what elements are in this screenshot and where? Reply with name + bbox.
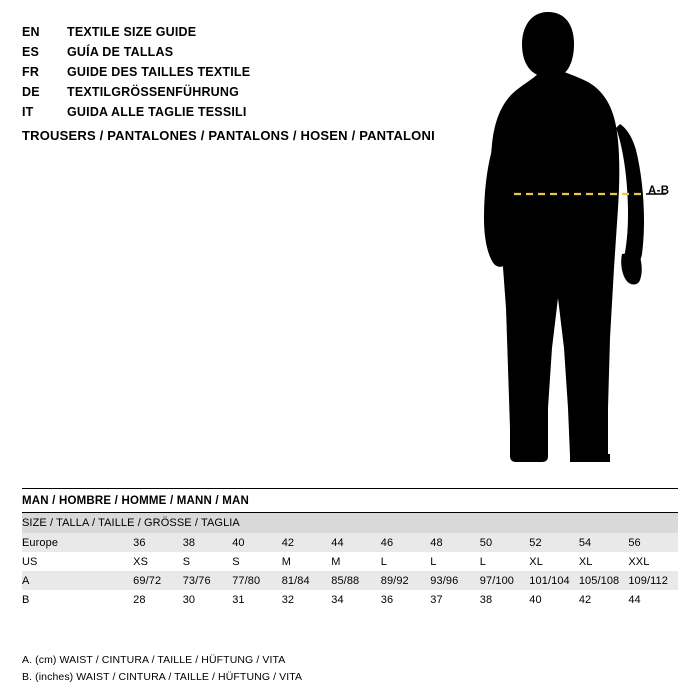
man-silhouette-icon xyxy=(470,8,685,468)
cell: L xyxy=(480,552,530,571)
cell: 36 xyxy=(133,533,183,552)
language-row-es xyxy=(22,42,472,62)
language-code-es: ES xyxy=(22,45,40,59)
cell: 73/76 xyxy=(183,571,233,590)
cell: XL xyxy=(579,552,629,571)
cell: 48 xyxy=(430,533,480,552)
measure-label-ab: A-B xyxy=(648,185,670,197)
footnote-a: A. (cm) WAIST / CINTURA / TAILLE / HÜFTUNG / VITA xyxy=(22,654,286,666)
table-group-title: MAN / HOMBRE / HOMME / MANN / MAN xyxy=(22,495,250,507)
cell: 50 xyxy=(480,533,530,552)
language-row-it xyxy=(22,102,472,122)
table-row xyxy=(22,590,678,609)
language-code-it: IT xyxy=(22,105,34,119)
language-row-de xyxy=(22,82,472,102)
row-label: US xyxy=(22,552,133,571)
language-text-en: TEXTILE SIZE GUIDE xyxy=(67,25,197,39)
language-text-es: GUÍA DE TALLAS xyxy=(67,45,174,59)
trousers-figure xyxy=(470,8,685,468)
row-label: A xyxy=(22,571,133,590)
footnote-b: B. (inches) WAIST / CINTURA / TAILLE / HÜFTUNG / VITA xyxy=(22,671,303,683)
table-header-label: SIZE / TALLA / TAILLE / GRÖSSE / TAGLIA xyxy=(22,513,678,533)
language-code-en: EN xyxy=(22,25,40,39)
cell: 81/84 xyxy=(282,571,332,590)
cell: 105/108 xyxy=(579,571,629,590)
cell: 40 xyxy=(232,533,282,552)
cell: 54 xyxy=(579,533,629,552)
cell: 38 xyxy=(480,590,530,609)
cell: 93/96 xyxy=(430,571,480,590)
cell: 28 xyxy=(133,590,183,609)
cell: 52 xyxy=(529,533,579,552)
language-header xyxy=(22,22,472,122)
table-row xyxy=(22,552,678,571)
cell: 34 xyxy=(331,590,381,609)
cell: 30 xyxy=(183,590,233,609)
language-code-de: DE xyxy=(22,85,40,99)
cell: 36 xyxy=(381,590,431,609)
language-text-de: TEXTILGRÖSSENFÜHRUNG xyxy=(67,85,240,99)
cell: 40 xyxy=(529,590,579,609)
cell: S xyxy=(232,552,282,571)
language-row-fr xyxy=(22,62,472,82)
language-text-fr: GUIDE DES TAILLES TEXTILE xyxy=(67,65,251,79)
cell: 42 xyxy=(282,533,332,552)
cell: XS xyxy=(133,552,183,571)
cell: 44 xyxy=(331,533,381,552)
row-label: B xyxy=(22,590,133,609)
cell: 89/92 xyxy=(381,571,431,590)
cell: 85/88 xyxy=(331,571,381,590)
language-code-fr: FR xyxy=(22,65,40,79)
row-label: Europe xyxy=(22,533,133,552)
cell: 69/72 xyxy=(133,571,183,590)
cell: 77/80 xyxy=(232,571,282,590)
table-header-row xyxy=(22,513,678,533)
cell: M xyxy=(282,552,332,571)
size-table xyxy=(22,513,678,609)
cell: 42 xyxy=(579,590,629,609)
cell: 31 xyxy=(232,590,282,609)
cell: M xyxy=(331,552,381,571)
cell: 44 xyxy=(628,590,678,609)
cell: 56 xyxy=(628,533,678,552)
cell: 46 xyxy=(381,533,431,552)
language-text-it: GUIDA ALLE TAGLIE TESSILI xyxy=(67,105,247,119)
garment-type-title: TROUSERS / PANTALONES / PANTALONS / HOSEN / PANTALONI xyxy=(22,128,435,143)
cell: 101/104 xyxy=(529,571,579,590)
cell: XL xyxy=(529,552,579,571)
cell: 97/100 xyxy=(480,571,530,590)
cell: XXL xyxy=(628,552,678,571)
language-row-en xyxy=(22,22,472,42)
footnotes xyxy=(22,652,302,686)
cell: L xyxy=(430,552,480,571)
cell: 109/112 xyxy=(628,571,678,590)
cell: 38 xyxy=(183,533,233,552)
table-top-divider xyxy=(22,488,678,489)
cell: S xyxy=(183,552,233,571)
table-row xyxy=(22,533,678,552)
cell: 37 xyxy=(430,590,480,609)
table-row xyxy=(22,571,678,590)
cell: 32 xyxy=(282,590,332,609)
cell: L xyxy=(381,552,431,571)
